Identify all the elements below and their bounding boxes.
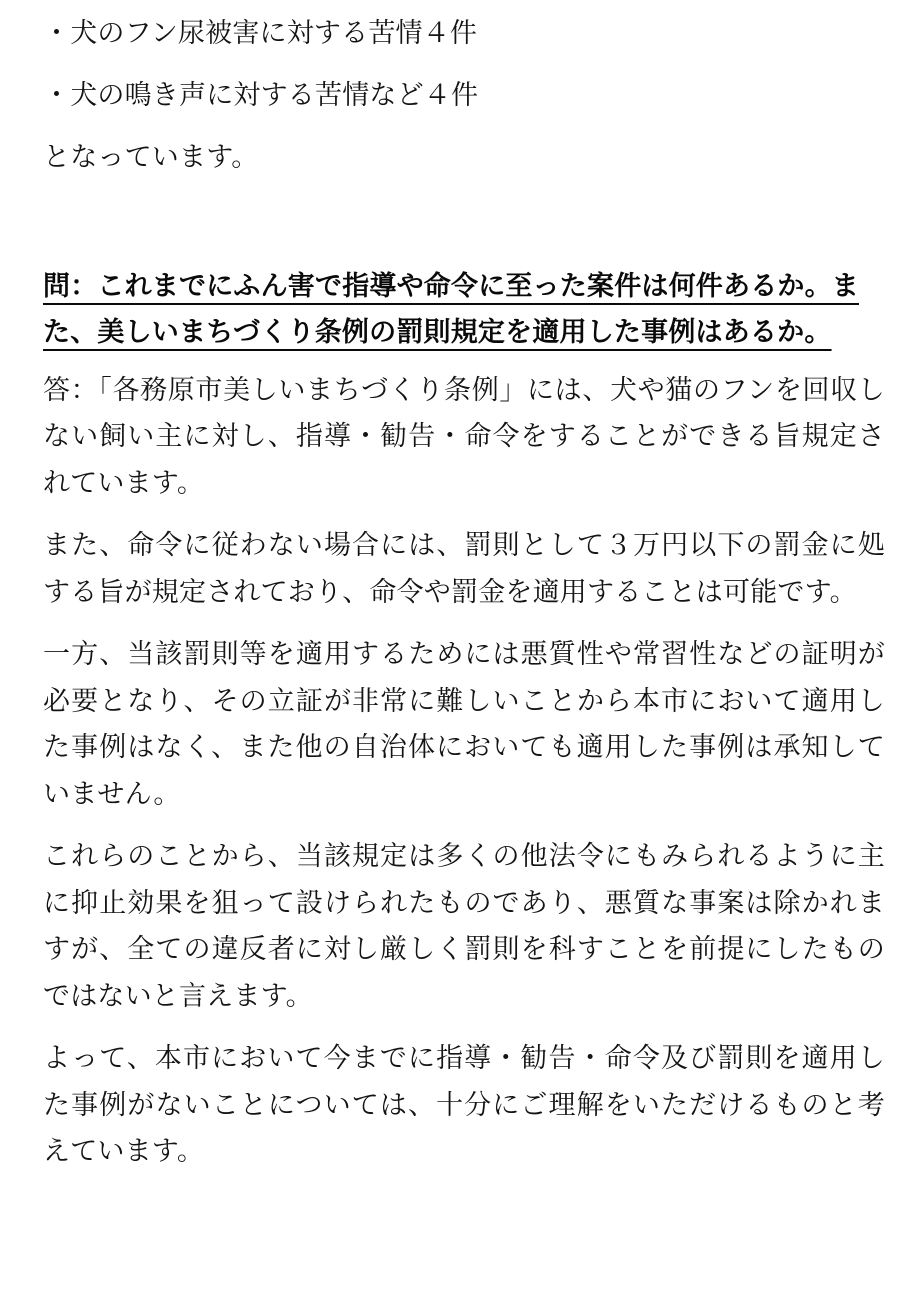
answer-paragraph: よって、本市において今までに指導・勧告・命令及び罰則を適用した事例がないことについては、十分にご理解をいただけるものと考えています。 — [43, 1043, 885, 1167]
list-item: ・犬のフン尿被害に対する苦情４件 — [43, 18, 478, 49]
answer-paragraph: また、命令に従わない場合には、罰則として３万円以下の罰金に処する旨が規定されており、命令や罰金を適用することは可能です。 — [43, 530, 885, 608]
question-heading — [43, 264, 885, 356]
answer-paragraph: これらのことから、当該規定は多くの他法令にもみられるように主に抑止効果を狙って設けられたものであり、悪質な事案は除かれますが、全ての違反者に対し厳しく罰則を科すことを前提にしたものではないと言えます。 — [43, 841, 885, 1012]
list-item: ・犬の鳴き声に対する苦情など４件 — [43, 80, 479, 111]
question-text: 問：これまでにふん害で指導や命令に至った案件は何件あるか。また、美しいまちづくり条例の罰則規定を適用した事例はあるか。 — [43, 270, 859, 348]
answer-paragraph: 一方、当該罰則等を適用するためには悪質性や常習性などの証明が必要となり、その立証が非常に難しいことから本市において適用した事例はなく、また他の自治体においても適用した事例は承知していません。 — [43, 639, 885, 810]
complaint-list — [43, 11, 885, 119]
closing-sentence: となっています。 — [43, 142, 259, 173]
document-page — [43, 11, 885, 1192]
answer-paragraph: 答：「各務原市美しいまちづくり条例」には、犬や猫のフンを回収しない飼い主に対し、指導・勧告・命令をすることができる旨規定されています。 — [43, 374, 885, 499]
